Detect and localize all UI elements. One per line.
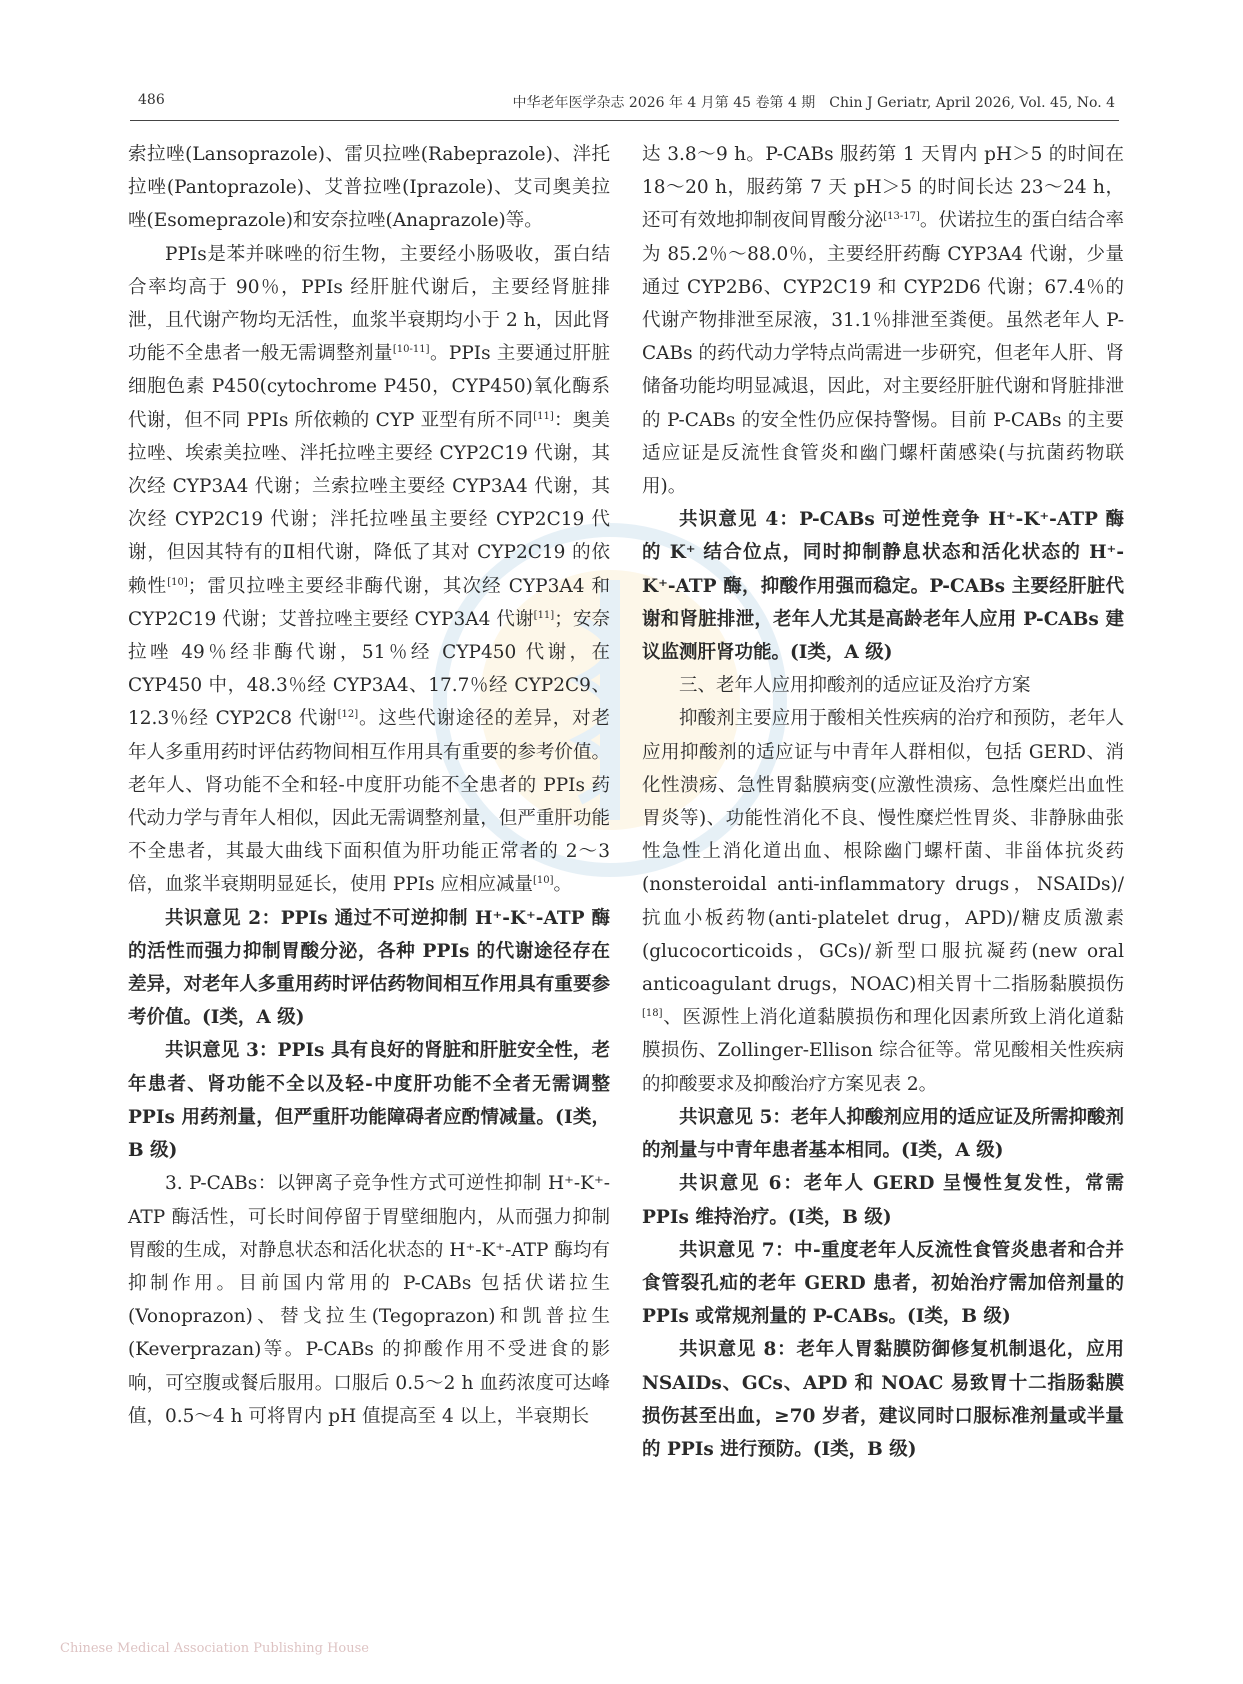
- journal-citation: 中华老年医学杂志 2026 年 4 月第 45 卷第 4 期 Chin J Geriatr, April 2026, Vol. 45, No. 4: [512, 95, 1115, 111]
- paragraph: 达 3.8～9 h。P-CABs 服药第 1 天胃内 pH＞5 的时间在 18～20 h，服药第 7 天 pH＞5 的时间长达 23～24 h，还可有效地抑制夜间胃酸分泌[13-17]。伏诺拉生的蛋白结合率为 85.2％～88.0％，主要经肝药酶 CYP3A4 代谢，少量通过 CYP2B6、CYP2C19 和 CYP2D6 代谢；67.4％的代谢产物排泄至尿液，31.1％排泄至粪便。虽然老年人 P-CABs 的药代动力学特点尚需进一步研究，但老年人肝、肾储备功能均明显减退，因此，对主要经肝脏代谢和肾脏排泄的 P-CABs 的安全性仍应保持警惕。目前 P-CABs 的主要适应证是反流性食管炎和幽门螺杆菌感染(与抗菌药物联用)。: [642, 144, 1124, 498]
- publisher-watermark: Chinese Medical Association Publishing House: [60, 1641, 369, 1656]
- consensus-8: 共识意见 8：老年人胃黏膜防御修复机制退化，应用 NSAIDs、GCs、APD 和 NOAC 易致胃十二指肠黏膜损伤甚至出血，≥70 岁者，建议同时口服标准剂量或半量的 PPIs 进行预防。(Ⅰ类，B 级): [642, 1339, 1124, 1460]
- running-header: [138, 92, 1115, 116]
- header-rule: [130, 120, 1119, 121]
- consensus-6: 共识意见 6：老年人 GERD 呈慢性复发性，常需 PPIs 维持治疗。(Ⅰ类，B 级): [642, 1173, 1124, 1228]
- consensus-7: 共识意见 7：中-重度老年人反流性食管炎患者和合并食管裂孔疝的老年 GERD 患者，初始治疗需加倍剂量的 PPIs 或常规剂量的 P-CABs。(Ⅰ类，B 级): [642, 1239, 1124, 1328]
- citation: [10]: [167, 576, 188, 588]
- consensus-4: 共识意见 4：P-CABs 可逆性竞争 H⁺-K⁺-ATP 酶的 K⁺ 结合位点，同时抑制静息状态和活化状态的 H⁺-K⁺-ATP 酶，抑酸作用强而稳定。P-CABs 主要经肝脏代谢和肾脏排泄，老年人尤其是高龄老年人应用 P-CABs 建议监测肝肾功能。(Ⅰ类，A 级): [642, 509, 1124, 664]
- page-number: 486: [138, 92, 165, 108]
- left-column: [128, 138, 610, 1433]
- citation: [11]: [533, 410, 554, 422]
- paragraph: 3. P-CABs：以钾离子竞争性方式可逆性抑制 H⁺-K⁺-ATP 酶活性，可长时间停留于胃壁细胞内，从而强力抑制胃酸的生成，对静息状态和活化状态的 H⁺-K⁺-ATP 酶均有抑制作用。目前国内常用的 P-CABs 包括伏诺拉生(Vonoprazon)、替戈拉生(Tegoprazon)和凯普拉生(Keverprazan)等。P-CABs 的抑酸作用不受进食的影响，可空腹或餐后服用。口服后 0.5～2 h 血药浓度可达峰值，0.5～4 h 可将胃内 pH 值提高至 4 以上，半衰期长: [128, 1173, 610, 1427]
- paragraph: 索拉唑(Lansoprazole)、雷贝拉唑(Rabeprazole)、泮托拉唑(Pantoprazole)、艾普拉唑(Iprazole)、艾司奥美拉唑(Esomeprazole)和安奈拉唑(Anaprazole)等。: [128, 144, 610, 232]
- consensus-3: 共识意见 3：PPIs 具有良好的肾脏和肝脏安全性，老年患者、肾功能不全以及轻-中度肝功能不全者无需调整 PPIs 用药剂量，但严重肝功能障碍者应酌情减量。(Ⅰ类，B 级): [128, 1040, 610, 1162]
- section-heading: 三、老年人应用抑酸剂的适应证及治疗方案: [679, 675, 1031, 697]
- paragraph: PPIs是苯并咪唑的衍生物，主要经小肠吸收，蛋白结合率均高于 90％，PPIs 经肝脏代谢后，主要经肾脏排泄，且代谢产物均无活性，血浆半衰期均小于 2 h，因此肾功能不全患者一般无需调整剂量[10-11]。PPIs 主要通过肝脏细胞色素 P450(cytochrome P450，CYP450)氧化酶系代谢，但不同 PPIs 所依赖的 CYP 亚型有所不同[11]：奥美拉唑、埃索美拉唑、泮托拉唑主要经 CYP2C19 代谢，其次经 CYP3A4 代谢；兰索拉唑主要经 CYP3A4 代谢，其次经 CYP2C19 代谢；泮托拉唑虽主要经 CYP2C19 代谢，但因其特有的Ⅱ相代谢，降低了其对 CYP2C19 的依赖性[10]；雷贝拉唑主要经非酶代谢，其次经 CYP3A4 和 CYP2C19 代谢；艾普拉唑主要经 CYP3A4 代谢[11]；安奈拉唑 49％经非酶代谢，51％经 CYP450 代谢，在 CYP450 中，48.3％经 CYP3A4、17.7％经 CYP2C9、12.3％经 CYP2C8 代谢[12]。这些代谢途径的差异，对老年人多重用药时评估药物间相互作用具有重要的参考价值。老年人、肾功能不全和轻-中度肝功能不全患者的 PPIs 药代动力学与青年人相似，因此无需调整剂量，但严重肝功能不全患者，其最大曲线下面积值为肝功能正常者的 2～3 倍，血浆半衰期明显延长，使用 PPIs 应相应减量[10]。: [128, 243, 610, 896]
- consensus-2: 共识意见 2：PPIs 通过不可逆抑制 H⁺-K⁺-ATP 酶的活性而强力抑制胃酸分泌，各种 PPIs 的代谢途径存在差异，对老年人多重用药时评估药物间相互作用具有重要参考价值。(Ⅰ类，A 级): [128, 907, 610, 1029]
- paragraph: 抑酸剂主要应用于酸相关性疾病的治疗和预防，老年人应用抑酸剂的适应证与中青年人群相似，包括 GERD、消化性溃疡、急性胃黏膜病变(应激性溃疡、急性糜烂出血性胃炎等)、功能性消化不良、慢性糜烂性胃炎、非静脉曲张性急性上消化道出血、根除幽门螺杆菌、非甾体抗炎药(nonsteroidal anti-inflammatory drugs，NSAIDs)/抗血小板药物(anti-platelet drug，APD)/糖皮质激素(glucocorticoids，GCs)/新型口服抗凝药(new oral anticoagulant drugs，NOAC)相关胃十二指肠黏膜损伤[18]、医源性上消化道黏膜损伤和理化因素所致上消化道黏膜损伤、Zollinger-Ellison 综合征等。常见酸相关性疾病的抑酸要求及抑酸治疗方案见表 2。: [642, 708, 1124, 1095]
- citation: [11]: [533, 609, 555, 621]
- citation: [18]: [642, 1008, 663, 1020]
- citation: [13-17]: [883, 211, 920, 223]
- citation: [10]: [532, 875, 554, 887]
- consensus-5: 共识意见 5：老年人抑酸剂应用的适应证及所需抑酸剂的剂量与中青年患者基本相同。(Ⅰ类，A 级): [642, 1106, 1124, 1162]
- citation: [12]: [337, 709, 359, 721]
- citation: [10-11]: [392, 344, 430, 356]
- right-column: [642, 138, 1124, 1466]
